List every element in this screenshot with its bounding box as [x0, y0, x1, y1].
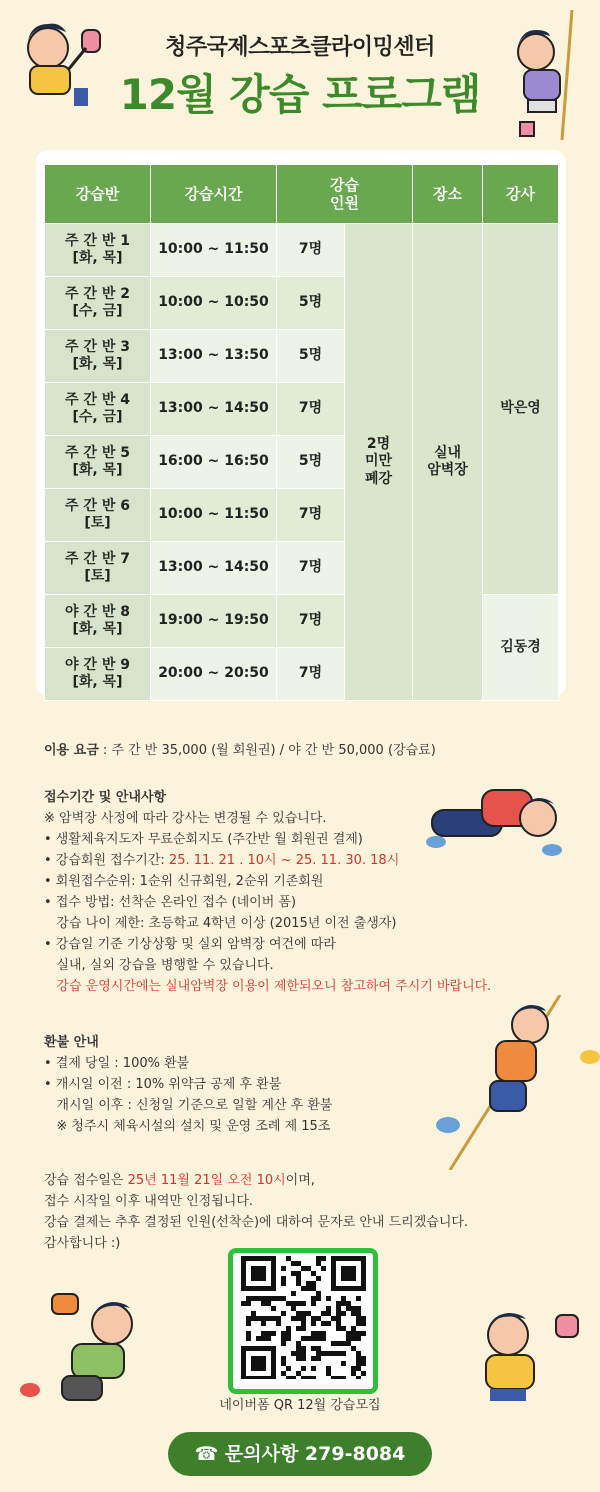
- refund-line: • 결제 당일 : 100% 환불: [44, 1056, 190, 1071]
- table-row: [45, 224, 559, 277]
- class-cell: [45, 489, 151, 542]
- notice-line: • 강습일 기준 기상상황 및 실외 암벽장 여건에 따라: [44, 937, 336, 952]
- crawler-illustration: [412, 770, 572, 860]
- qr-code[interactable]: [228, 1248, 378, 1394]
- time-cell: 13:00 ~ 14:50: [151, 542, 277, 595]
- rope-climber-illustration: [430, 995, 600, 1170]
- class-days: [화, 목]: [72, 356, 123, 372]
- closing-line: 감사합니다 :): [44, 1236, 121, 1251]
- registration-period: 25. 11. 21 . 10시 ~ 25. 11. 30. 18시: [168, 853, 400, 868]
- victory-climber-illustration: [12, 1290, 192, 1410]
- people-cell: 5명: [277, 330, 345, 383]
- class-name: 야 간 반 9: [65, 656, 130, 673]
- time-cell: 13:00 ~ 14:50: [151, 383, 277, 436]
- fee-text: : 주 간 반 35,000 (월 회원권) / 야 간 반 50,000 (강습료): [98, 743, 436, 758]
- refund-section: [44, 1032, 332, 1137]
- climber-illustration-top-right: [490, 10, 598, 140]
- time-cell: 20:00 ~ 20:50: [151, 648, 277, 701]
- time-cell: 10:00 ~ 11:50: [151, 224, 277, 277]
- class-cell: [45, 224, 151, 277]
- schedule-table: [44, 164, 559, 701]
- instructor-cell: 박은영: [483, 224, 559, 595]
- min-people-cell: 2명 미만 폐강: [345, 224, 413, 701]
- center-name: 청주국제스포츠클라이밍센터: [165, 35, 435, 60]
- notice-line: 실내, 실외 강습을 병행할 수 있습니다.: [44, 958, 274, 973]
- class-days: [수, 금]: [72, 409, 123, 425]
- notice-line: • 생활체육지도자 무료순회지도 (주간반 월 회원권 결제): [44, 832, 363, 847]
- people-cell: 7명: [277, 648, 345, 701]
- time-cell: 13:00 ~ 13:50: [151, 330, 277, 383]
- time-cell: 16:00 ~ 16:50: [151, 436, 277, 489]
- class-cell: [45, 330, 151, 383]
- class-days: [화, 목]: [72, 250, 123, 266]
- registration-date: 25년 11월 21일 오전 10시: [127, 1173, 286, 1188]
- header-people: 강습 인원: [277, 165, 413, 224]
- notice-line: ※ 암벽장 사정에 따라 강사는 변경될 수 있습니다.: [44, 811, 327, 826]
- closing-line: 이며,: [285, 1173, 315, 1188]
- refund-line: • 개시일 이전 : 10% 위약금 공제 후 환불: [44, 1077, 282, 1092]
- people-cell: 7명: [277, 489, 345, 542]
- notice-line: • 회원접수순위: 1순위 신규회원, 2순위 기존회원: [44, 874, 324, 889]
- schedule-body: [45, 224, 559, 701]
- refund-heading: 환불 안내: [44, 1035, 99, 1050]
- fee-label: 이용 요금: [44, 743, 99, 758]
- page-title: 12월 강습 프로그램: [119, 70, 481, 119]
- class-name: 주 간 반 4: [65, 391, 130, 408]
- refund-line: ※ 청주시 체육시설의 설치 및 운영 조례 제 15조: [44, 1119, 331, 1134]
- header-time: 강습시간: [151, 165, 277, 224]
- notice-line: • 강습회원 접수기간:: [44, 853, 169, 868]
- class-cell: [45, 542, 151, 595]
- class-days: [화, 목]: [72, 621, 123, 637]
- time-cell: 19:00 ~ 19:50: [151, 595, 277, 648]
- class-name: 주 간 반 7: [65, 550, 130, 567]
- contact-button[interactable]: ☎ 문의사항 279-8084: [168, 1432, 432, 1476]
- class-cell: [45, 277, 151, 330]
- header-class: 강습반: [45, 165, 151, 224]
- class-days: [토]: [84, 515, 111, 531]
- closing-line: 강습 접수일은: [44, 1173, 128, 1188]
- qr-caption: 네이버폼 QR 12월 강습모집: [219, 1398, 381, 1413]
- qr-code-image: [238, 1253, 368, 1379]
- closing-line: 강습 결제는 추후 결정된 인원(선착순)에 대하여 문자로 안내 드리겠습니다.: [44, 1215, 469, 1230]
- header-instructor: 강사: [483, 165, 559, 224]
- class-days: [화, 목]: [72, 462, 123, 478]
- class-cell: [45, 436, 151, 489]
- instructor-cell: 김동경: [483, 595, 559, 701]
- fee-info: [44, 740, 436, 761]
- class-name: 주 간 반 2: [65, 285, 130, 302]
- class-days: [토]: [84, 568, 111, 584]
- people-cell: 7명: [277, 224, 345, 277]
- closing-line: 접수 시작일 이후 내역만 인정됩니다.: [44, 1194, 254, 1209]
- class-days: [화, 목]: [72, 674, 123, 690]
- class-name: 주 간 반 3: [65, 338, 130, 355]
- class-name: 야 간 반 8: [65, 603, 130, 620]
- place-cell: 실내 암벽장: [413, 224, 483, 701]
- class-days: [수, 금]: [72, 303, 123, 319]
- climber-illustration-bottom-right: [450, 1295, 590, 1405]
- class-name: 주 간 반 5: [65, 444, 130, 461]
- class-name: 주 간 반 1: [65, 232, 130, 249]
- refund-line: 개시일 이후 : 신청일 기준으로 일할 계산 후 환불: [44, 1098, 333, 1113]
- notice-line: 강습 나이 제한: 초등학교 4학년 이상 (2015년 이전 출생자): [44, 916, 397, 931]
- schedule-card: [36, 150, 566, 696]
- time-cell: 10:00 ~ 11:50: [151, 489, 277, 542]
- climber-illustration-top-left: [8, 8, 118, 108]
- class-name: 주 간 반 6: [65, 497, 130, 514]
- people-cell: 7명: [277, 595, 345, 648]
- closing-section: [44, 1170, 468, 1254]
- notice-heading: 접수기간 및 안내사항: [44, 790, 167, 805]
- people-cell: 7명: [277, 542, 345, 595]
- notice-line: • 접수 방법: 선착순 온라인 접수 (네이버 폼): [44, 895, 297, 910]
- time-cell: 10:00 ~ 10:50: [151, 277, 277, 330]
- class-cell: [45, 595, 151, 648]
- notice-warning: 강습 운영시간에는 실내암벽장 이용이 제한되오니 참고하여 주시기 바랍니다.: [44, 979, 492, 994]
- people-cell: 5명: [277, 277, 345, 330]
- class-cell: [45, 383, 151, 436]
- header-place: 장소: [413, 165, 483, 224]
- people-cell: 5명: [277, 436, 345, 489]
- class-cell: [45, 648, 151, 701]
- people-cell: 7명: [277, 383, 345, 436]
